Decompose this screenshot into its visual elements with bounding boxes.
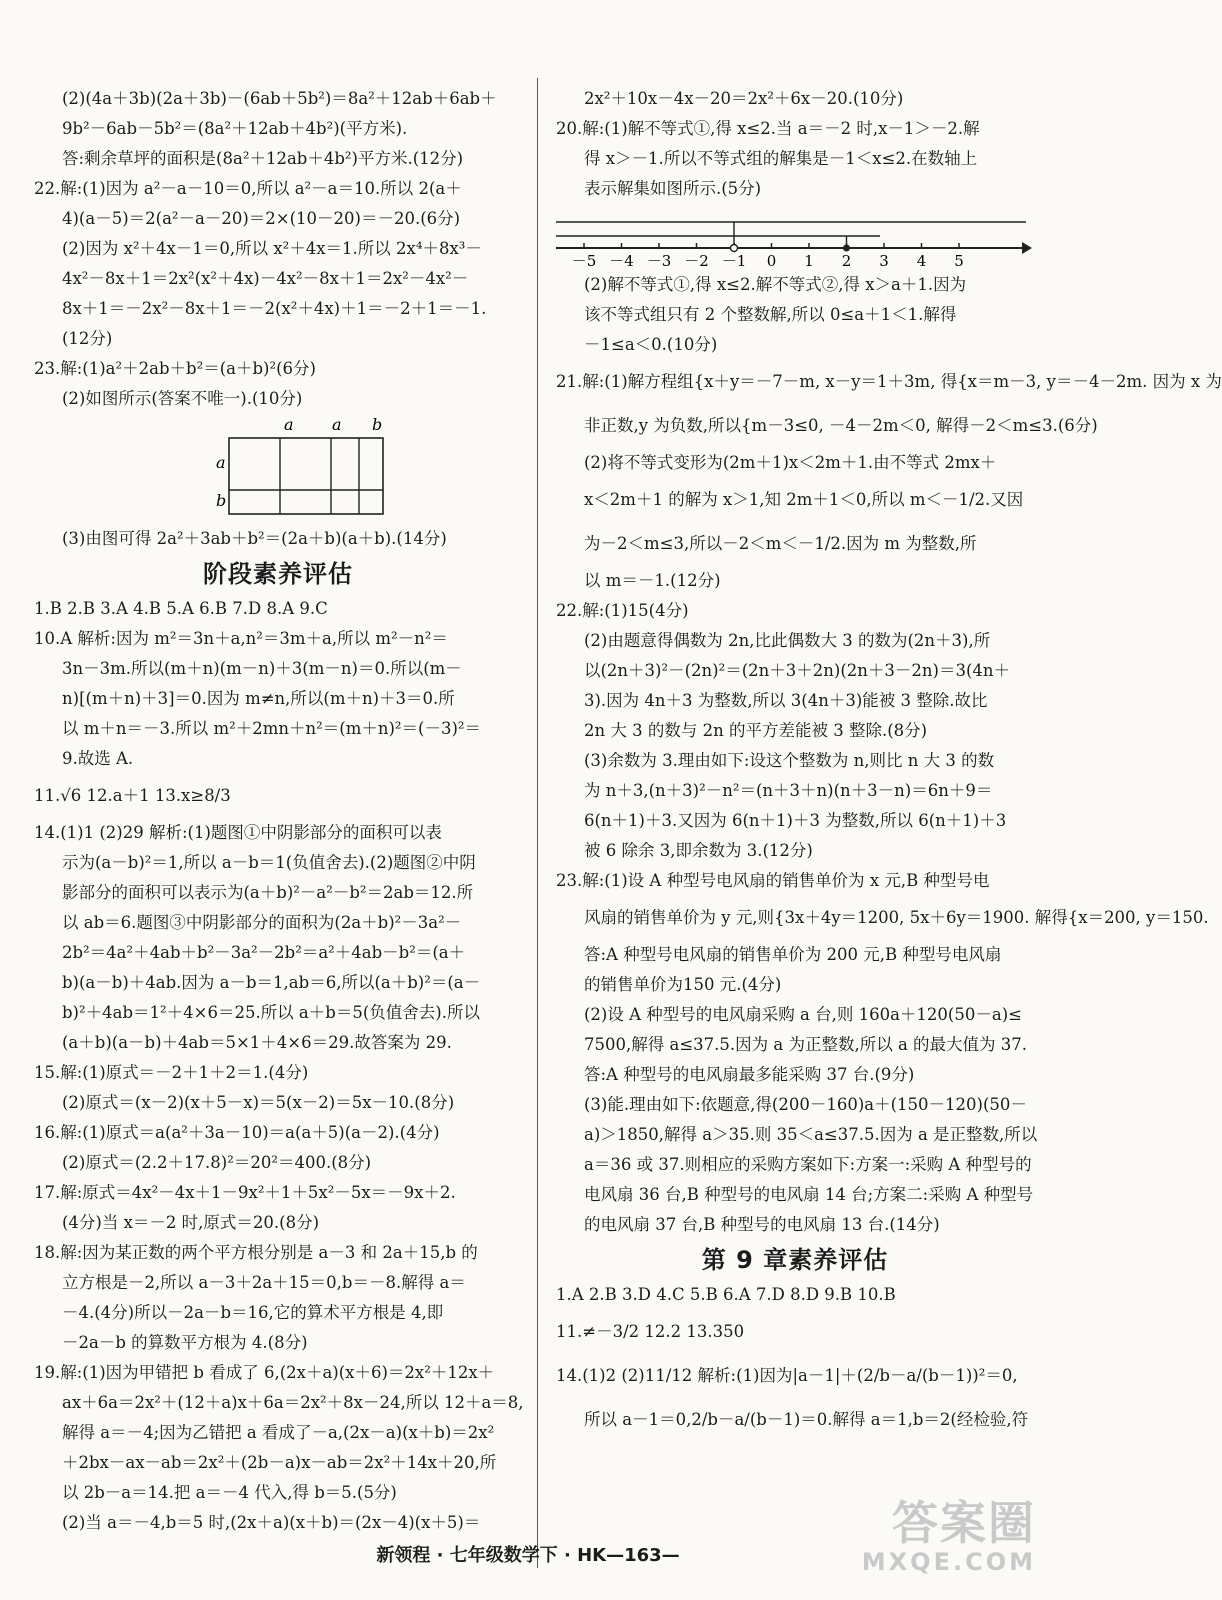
text-line: 19.解:(1)因为甲错把 b 看成了 6,(2x＋a)(x＋6)＝2x²＋12x＋ [34, 1363, 495, 1382]
left-column [34, 84, 522, 1538]
text-line: 的销售单价为150 元.(4分) [584, 975, 782, 994]
text-line: 3).因为 4n＋3 为整数,所以 3(4n＋3)能被 3 整除.故比 [584, 691, 988, 710]
text-line: 答:A 种型号的电风扇最多能采购 37 台.(9分) [584, 1065, 915, 1084]
right-lines [556, 84, 1034, 204]
watermark-url: MXQE.COM [861, 1548, 1036, 1576]
text-line: 23.解:(1)设 A 种型号电风扇的销售单价为 x 元,B 种型号电 [556, 871, 990, 890]
axis-tick-label: －1 [721, 252, 747, 270]
text-line: (2)原式＝(x－2)(x＋5－x)＝5(x－2)＝5x－10.(8分) [62, 1093, 455, 1112]
axis-tick-label: －3 [646, 252, 672, 270]
fig-outer-rect [229, 438, 383, 514]
text-line: 立方根是－2,所以 a－3＋2a＋15＝0,b＝－8.解得 a＝ [62, 1273, 466, 1292]
text-line: 21.解:(1)解方程组{x＋y＝－7－m, x－y＝1＋3m, 得{x＝m－3, y＝－4－2m. 因为 x 为 [556, 372, 1222, 391]
text-line: 11.√6 12.a＋1 13.x≥8/3 [34, 786, 231, 805]
text-line: 16.解:(1)原式＝a(a²＋3a－10)＝a(a＋5)(a－2).(4分) [34, 1123, 440, 1142]
text-line: 以 ab＝6.题图③中阴影部分的面积为(2a＋b)²－3a²－ [62, 913, 462, 932]
text-line: －1≤a＜0.(10分) [584, 335, 718, 354]
text-line: 18.解:因为某正数的两个平方根分别是 a－3 和 2a＋15,b 的 [34, 1243, 478, 1262]
column-divider [537, 78, 538, 1568]
text-line: 10.A 解析:因为 m²＝3n＋a,n²＝3m＋a,所以 m²－n²＝ [34, 629, 448, 648]
text-line: 4x²－8x＋1＝2x²(x²＋4x)－4x²－8x＋1＝2x²－4x²－ [62, 269, 469, 288]
text-line: (2)当 a＝－4,b＝5 时,(2x＋a)(x＋b)＝(2x－4)(x＋5)＝ [62, 1513, 481, 1532]
watermark-logo [862, 1498, 1036, 1576]
text-line: (3)余数为 3.理由如下:设这个整数为 n,则比 n 大 3 的数 [584, 751, 995, 770]
fig-top-a2: a [332, 415, 342, 434]
text-line: ax＋6a＝2x²＋(12＋a)x＋6a＝2x²＋8x－24,所以 12＋a＝8, [62, 1393, 524, 1412]
fig-top-b: b [372, 415, 383, 434]
text-line: 的电风扇 37 台,B 种型号的电风扇 13 台.(14分) [584, 1215, 940, 1234]
left-lines-3 [34, 594, 522, 1538]
text-line: 22.解:(1)因为 a²－a－10＝0,所以 a²－a＝10.所以 2(a＋ [34, 179, 462, 198]
text-line: (3)能.理由如下:依题意,得(200－160)a＋(150－120)(50－ [584, 1095, 1027, 1114]
text-line: 9b²－6ab－5b²＝(8a²＋12ab＋4b²)(平方米). [62, 119, 408, 138]
text-line: b)(a－b)＋4ab.因为 a－b＝1,ab＝6,所以(a＋b)²＝(a－ [62, 973, 481, 992]
axis-tick-label: 3 [879, 252, 889, 270]
text-line: 该不等式组只有 2 个整数解,所以 0≤a＋1＜1.解得 [584, 305, 957, 324]
text-line: 得 x＞－1.所以不等式组的解集是－1＜x≤2.在数轴上 [584, 149, 978, 168]
right-lines-2 [556, 270, 1222, 1240]
text-line: 14.(1)1 (2)29 解析:(1)题图①中阴影部分的面积可以表 [34, 823, 442, 842]
text-line: 答:A 种型号电风扇的销售单价为 200 元,B 种型号电风扇 [584, 945, 1002, 964]
text-line: n)[(m＋n)＋3]＝0.因为 m≠n,所以(m＋n)＋3＝0.所 [62, 689, 455, 708]
right-column [556, 84, 1222, 1442]
text-line: (2)由题意得偶数为 2n,比此偶数大 3 的数为(2n＋3),所 [584, 631, 991, 650]
text-line: －2a－b 的算数平方根为 4.(8分) [62, 1333, 308, 1352]
text-line: 22.解:(1)15(4分) [556, 601, 689, 620]
page-footer: 新领程 · 七年级数学下 · HK—163— [376, 1545, 680, 1566]
axis-tick-label: －2 [684, 252, 709, 270]
text-line: 2n 大 3 的数与 2n 的平方差能被 3 整除.(8分) [584, 721, 928, 740]
text-line: a)＞1850,解得 a＞35.则 35＜a≤37.5.因为 a 是正整数,所以 [584, 1125, 1038, 1144]
text-line: 2x²＋10x－4x－20＝2x²＋6x－20.(10分) [584, 89, 904, 108]
number-line [556, 208, 1034, 268]
heading-stage-assessment: 阶段素养评估 [203, 560, 353, 588]
rectangle-figure-svg [34, 414, 522, 524]
text-line: 电风扇 36 台,B 种型号的电风扇 14 台;方案二:采购 A 种型号 [584, 1185, 1034, 1204]
text-line: 11.≠－3/2 12.2 13.350 [556, 1322, 745, 1341]
axis-tick-label: 4 [916, 252, 927, 270]
text-line: b)²＋4ab＝1²＋4×6＝25.所以 a＋b＝5(负值舍去).所以 [62, 1003, 480, 1022]
text-line: 4)(a－5)＝2(a²－a－20)＝2×(10－20)＝－20.(6分) [62, 209, 461, 228]
text-line: 9.故选 A. [62, 749, 134, 768]
text-line: 以 m＋n＝－3.所以 m²＋2mn＋n²＝(m＋n)²＝(－3)²＝ [62, 719, 482, 738]
text-line: 1.B 2.B 3.A 4.B 5.A 6.B 7.D 8.A 9.C [34, 599, 328, 618]
text-line: 20.解:(1)解不等式①,得 x≤2.当 a＝－2 时,x－1＞－2.解 [556, 119, 980, 138]
text-line: 6(n＋1)＋3.又因为 6(n＋1)＋3 为整数,所以 6(n＋1)＋3 [584, 811, 1007, 830]
rectangle-figure [34, 414, 522, 524]
text-line: 14.(1)2 (2)11/12 解析:(1)因为|a－1|＋(2/b－a/(b－1))²＝0, [556, 1366, 1018, 1385]
text-line: 1.A 2.B 3.D 4.C 5.B 6.A 7.D 8.D 9.B 10.B [556, 1285, 896, 1304]
text-line: 答:剩余草坪的面积是(8a²＋12ab＋4b²)平方米.(12分) [62, 149, 464, 168]
text-line: a＝36 或 37.则相应的采购方案如下:方案一:采购 A 种型号的 [584, 1155, 1032, 1174]
text-line: (2)因为 x²＋4x－1＝0,所以 x²＋4x＝1.所以 2x⁴＋8x³－ [62, 239, 482, 258]
text-line: 7500,解得 a≤37.5.因为 a 为正整数,所以 a 的最大值为 37. [584, 1035, 1028, 1054]
text-line: (2)原式＝(2.2＋17.8)²＝20²＝400.(8分) [62, 1153, 372, 1172]
number-line-svg [556, 208, 1034, 268]
watermark-text: 答案圈 [892, 1496, 1036, 1550]
text-line: 表示解集如图所示.(5分) [584, 179, 762, 198]
heading-chapter9: 第 9 章素养评估 [701, 1246, 889, 1274]
text-line: x＜2m＋1 的解为 x＞1,知 2m＋1＜0,所以 m＜－1/2.又因 [584, 490, 1024, 509]
text-line: 所以 a－1＝0,2/b－a/(b－1)＝0.解得 a＝1,b＝2(经检验,符 [584, 1410, 1029, 1429]
fig-side-b: b [216, 491, 227, 510]
text-line: 非正数,y 为负数,所以{m－3≤0, －4－2m＜0, 解得－2＜m≤3.(6分) [584, 416, 1098, 435]
right-lines-3 [556, 1280, 1034, 1442]
fig-side-a: a [216, 453, 226, 472]
axis-tick-label: 1 [804, 252, 814, 270]
text-line: ＋2bx－ax－ab＝2x²＋(2b－a)x－ab＝2x²＋14x＋20,所 [62, 1453, 497, 1472]
text-line: (2)如图所示(答案不唯一).(10分) [62, 389, 303, 408]
text-line: 3n－3m.所以(m＋n)(m－n)＋3(m－n)＝0.所以(m－ [62, 659, 462, 678]
axis-arrow [1022, 242, 1032, 254]
open-point [731, 245, 738, 252]
text-line: (2)设 A 种型号的电风扇采购 a 台,则 160a＋120(50－a)≤ [584, 1005, 1022, 1024]
left-lines [34, 84, 522, 414]
text-line: (2)将不等式变形为(2m＋1)x＜2m＋1.由不等式 2mx＋ [584, 453, 997, 472]
text-line: (a＋b)(a－b)＋4ab＝5×1＋4×6＝29.故答案为 29. [62, 1033, 452, 1052]
text-line: 以(2n＋3)²－(2n)²＝(2n＋3＋2n)(2n＋3－2n)＝3(4n＋ [584, 661, 1011, 680]
axis-tick-label: 2 [841, 252, 852, 270]
text-line: (4分)当 x＝－2 时,原式＝20.(8分) [62, 1213, 320, 1232]
text-line: 以 2b－a＝14.把 a＝－4 代入,得 b＝5.(5分) [62, 1483, 397, 1502]
text-line: 17.解:原式＝4x²－4x＋1－9x²＋1＋5x²－5x＝－9x＋2. [34, 1183, 456, 1202]
axis-ticks [572, 222, 964, 270]
text-line: (2)解不等式①,得 x≤2.解不等式②,得 x＞a＋1.因为 [584, 275, 967, 294]
text-line: －4.(4分)所以－2a－b＝16,它的算术平方根是 4,即 [62, 1303, 444, 1322]
text-line: 为－2＜m≤3,所以－2＜m＜－1/2.因为 m 为整数,所 [584, 534, 977, 553]
text-line: 为 n＋3,(n＋3)²－n²＝(n＋3＋n)(n＋3－n)＝6n＋9＝ [584, 781, 993, 800]
text-line: 8x＋1＝－2x²－8x＋1＝－2(x²＋4x)＋1＝－2＋1＝－1. [62, 299, 487, 318]
text-line: (3)由图可得 2a²＋3ab＋b²＝(2a＋b)(a＋b).(14分) [62, 529, 447, 548]
text-line: 23.解:(1)a²＋2ab＋b²＝(a＋b)²(6分) [34, 359, 316, 378]
text-line: 示为(a－b)²＝1,所以 a－b＝1(负值舍去).(2)题图②中阴 [62, 853, 476, 872]
text-line: 解得 a＝－4;因为乙错把 a 看成了－a,(2x－a)(x＋b)＝2x² [62, 1423, 495, 1442]
left-lines-2 [34, 524, 522, 554]
text-line: 以 m＝－1.(12分) [584, 571, 721, 590]
text-line: (12分) [62, 329, 113, 348]
text-line: 影部分的面积可以表示为(a＋b)²－a²－b²＝2ab＝12.所 [62, 883, 474, 902]
text-line: (2)(4a＋3b)(2a＋3b)－(6ab＋5b²)＝8a²＋12ab＋6ab＋ [62, 89, 497, 108]
text-line: 风扇的销售单价为 y 元,则{3x＋4y＝1200, 5x＋6y＝1900. 解得{x＝200, y＝150. [584, 908, 1209, 927]
axis-tick-label: －5 [571, 252, 597, 270]
text-line: 被 6 除余 3,即余数为 3.(12分) [584, 841, 813, 860]
closed-point [843, 245, 850, 252]
text-line: 15.解:(1)原式＝－2＋1＋2＝1.(4分) [34, 1063, 309, 1082]
fig-top-a1: a [284, 415, 294, 434]
axis-tick-label: －4 [609, 252, 634, 270]
text-line: 2b²＝4a²＋4ab＋b²－3a²－2b²＝a²＋4ab－b²＝(a＋ [62, 943, 466, 962]
axis-tick-label: 5 [954, 252, 964, 270]
axis-tick-label: 0 [766, 252, 777, 270]
